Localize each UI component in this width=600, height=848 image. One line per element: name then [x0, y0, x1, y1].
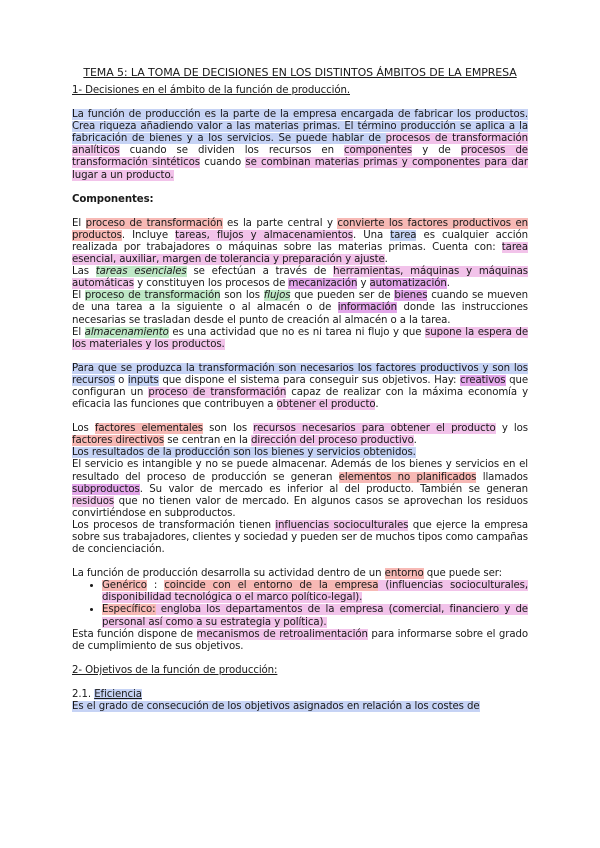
components-heading: Componentes: — [72, 193, 154, 205]
paragraph-factors-3: El servicio es intangible y no se puede almacenar. Además de los bienes y servicios en el resultado del proceso de producción se generan elementos no planificados llamados subproductos. Su valor de mercado es inferior al del producto. También se generan residuos que no tienen valor de mercado. En algunos casos se aprovechan los residuos convirtiéndose en subproductos. — [72, 459, 528, 519]
paragraph-components-4: El almacenamiento es una actividad que no es ni tarea ni flujo y que supone la espera de los materiales y los productos. — [72, 326, 528, 350]
paragraph-environment: La función de producción desarrolla su actividad dentro de un entorno que puede ser: — [72, 568, 502, 580]
environment-list — [72, 580, 528, 628]
paragraph-factors-2: Los resultados de la producción son los bienes y servicios obtenidos. — [72, 447, 416, 459]
paragraph-factors-4: Los procesos de transformación tienen influencias socioculturales que ejerce la empresa sobre sus trabajadores, clientes y sociedad y pueden ser de muchos tipos como campañas de concienciación. — [72, 519, 528, 556]
paragraph-components-3: El proceso de transformación son los flujos que pueden ser de bienes cuando se mueven de una tarea a la siguiente o al almacén o de información donde las instrucciones necesarias se trasladan desde el punto de creación al almacén o a la tarea. — [72, 290, 529, 326]
paragraph-components-1: El proceso de transformación es la parte central y convierte los factores productivos en productos. Incluye tareas, flujos y almacenamientos. Una tarea es cualquier acción realizada por trabajadores o máquinas sobre las materias primas. Cuenta con: tarea esencial, auxiliar, margen de tolerancia y preparación y ajuste. — [72, 217, 528, 266]
paragraph-factors-1: Los factores elementales son los recursos necesarios para obtener el producto y los factores directivos se centran en la dirección del proceso productivo. — [72, 423, 528, 447]
document-body — [72, 66, 528, 713]
paragraph-transformation: Para que se produzca la transformación son necesarios los factores productivos y son los recursos o inputs que dispone el sistema para conseguir sus objetivos. Hay: creativos que configuran un proceso de transformación capaz de realizar con la máxima economía y eficacia las funciones que contribuyen a obtener el producto. — [72, 362, 529, 411]
paragraph-intro: La función de producción es la parte de la empresa encargada de fabricar los productos. Crea riqueza añadiendo valor a las materias primas. El término producción se aplica a la fabricación de bienes y a los servicios. Se puede hablar de procesos de transformación analíticos cuando se dividen los recursos en componentes y de procesos de transformación sintéticos cuando se combinan materias primas y componentes para dar lugar a un producto. — [72, 109, 528, 181]
paragraph-components-2: Las tareas esenciales se efectúan a través de herramientas, máquinas y máquinas automáticas y constituyen los procesos de mecanización y automatización. — [72, 266, 528, 290]
section-heading-2: 2- Objetivos de la función de producción: — [72, 664, 278, 676]
subsection-heading-2-1: 2.1. Eficiencia — [72, 688, 142, 700]
paragraph-feedback: Esta función dispone de mecanismos de retroalimentación para informarse sobre el grado de cumplimiento de sus objetivos. — [72, 628, 529, 652]
list-item-specific: • Específico: engloba los departamentos de la empresa (comercial, financiero y de personal así como a su estrategia y política). — [102, 604, 528, 628]
list-item-generic: • Genérico : coincide con el entorno de la empresa (influencias socioculturales, disponibilidad tecnológica o el marco político-legal). — [102, 580, 528, 604]
paragraph-efficiency: Es el grado de consecución de los objetivos asignados en relación a los costes de — [72, 701, 480, 713]
section-heading-1: 1- Decisiones en el ámbito de la función de producción. — [72, 85, 350, 96]
page-title: TEMA 5: LA TOMA DE DECISIONES EN LOS DISTINTOS ÁMBITOS DE LA EMPRESA — [83, 66, 517, 79]
